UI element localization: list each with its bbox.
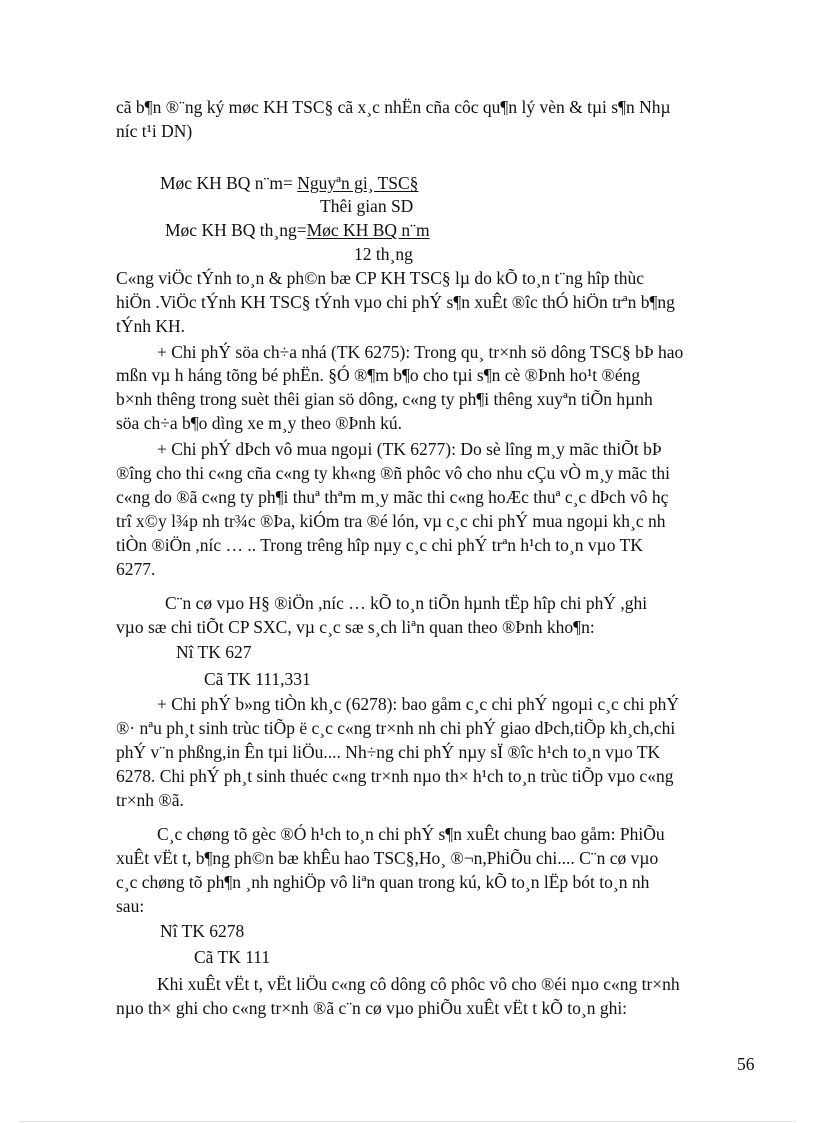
text-line bbox=[116, 534, 643, 556]
text-span: xuÊt vËt t, b¶ng ph©n bæ khÊu hao TSC§,Ho¸ ®¬n,PhiÕu chi.... C¨n cø vµo bbox=[116, 848, 659, 868]
page-bottom-divider bbox=[20, 1121, 796, 1122]
formula-line bbox=[165, 219, 430, 241]
text-span: Cã TK 111,331 bbox=[204, 669, 311, 689]
text-span: + Chi phÝ b»ng tiÒn kh¸c (6278): bao gåm c¸c chi phÝ ngoµi c¸c chi phÝ bbox=[157, 694, 679, 714]
text-line bbox=[116, 997, 627, 1019]
account-entry bbox=[160, 920, 244, 942]
text-span: tiÒn ®iÖn ,níc … .. Trong trêng hîp nµy c¸c chi phÝ trªn h¹ch to¸n vµo TK bbox=[116, 535, 643, 555]
text-span: 6277. bbox=[116, 559, 156, 579]
text-line bbox=[116, 364, 640, 386]
text-line bbox=[116, 388, 653, 410]
text-line bbox=[116, 120, 192, 142]
text-span: hiÖn .ViÖc tÝnh KH TSC§ tÝnh vµo chi phÝ s¶n xuÊt ®îc thÓ hiÖn trªn b¶ng bbox=[116, 292, 675, 312]
text-span: 6278. Chi phÝ ph¸t sinh thuéc c«ng tr×nh nµo th× h¹ch to¸n trùc tiÕp vµo c«ng bbox=[116, 766, 674, 786]
text-line bbox=[116, 765, 673, 787]
text-span: phÝ v¨n phßng,in Ên tµi liÖu.... Nh÷ng chi phÝ nµy sÏ ®îc h¹ch to¸n vµo TK bbox=[116, 742, 661, 762]
account-entry bbox=[176, 641, 252, 663]
text-span: C«ng viÖc tÝnh to¸n & ph©n bæ CP KH TSC§ lµ do kÕ to¸n t¨ng hîp thùc bbox=[116, 268, 644, 288]
text-span: tÝnh KH. bbox=[116, 316, 186, 336]
text-span: ®îng cho thi c«ng cña c«ng ty kh«ng ®ñ phôc vô cho nhu cÇu vÒ m¸y mãc thi bbox=[116, 463, 670, 483]
text-span: Nî TK 6278 bbox=[160, 921, 245, 941]
text-span: Cã TK 111 bbox=[194, 947, 271, 967]
text-span: Thêi gian SD bbox=[320, 196, 414, 216]
text-line bbox=[116, 315, 185, 337]
text-span: + Chi phÝ söa ch÷a nhá (TK 6275): Trong qu¸ tr×nh sö dông TSC§ bÞ hao bbox=[157, 342, 684, 362]
text-span: ®· nªu ph¸t sinh trùc tiÕp ë c¸c c«ng tr×nh nh chi phÝ giao dÞch,tiÕp kh¸ch,chi bbox=[116, 718, 676, 738]
text-span: c¸c chøng tõ ph¶n ¸nh nghiÖp vô liªn quan trong kú, kÕ to¸n lËp bót to¸n nh bbox=[116, 872, 650, 892]
text-line bbox=[116, 558, 155, 580]
text-span: cã b¶n ®¨ng ký møc KH TSC§ cã x¸c nhËn cña côc qu¶n lý vèn & tµi s¶n Nhµ bbox=[116, 97, 671, 117]
text-span: trî x©y l¾p nh tr¾c ®Þa, kiÓm tra ®é lón, vµ c¸c chi phÝ mua ngoµi kh¸c nh bbox=[116, 511, 666, 531]
text-span: b×nh thêng trong suèt thêi gian sö dông, c«ng ty ph¶i thêng xuyªn tiÕn hµnh bbox=[116, 389, 653, 409]
text-span: vµo sæ chi tiÕt CP SXC, vµ c¸c sæ s¸ch liªn quan theo ®Þnh kho¶n: bbox=[116, 617, 595, 637]
text-span: + Chi phÝ dÞch vô mua ngoµi (TK 6277): Do sè lîng m¸y mãc thiÕt bÞ bbox=[157, 439, 662, 459]
text-span: Khi xuÊt vËt t, vËt liÖu c«ng cô dông cô phôc vô cho ®éi nµo c«ng tr×nh bbox=[157, 974, 680, 994]
text-line bbox=[157, 341, 683, 363]
text-span: Møc KH BQ th¸ng= bbox=[165, 220, 307, 240]
text-span: c«ng do ®ã c«ng ty ph¶i thuª thªm m¸y mãc thi c«ng hoÆc thuª c¸c dÞch vô hç bbox=[116, 487, 669, 507]
text-line bbox=[157, 438, 662, 460]
text-line bbox=[157, 693, 679, 715]
text-line bbox=[116, 96, 740, 118]
formula-numerator: Møc KH BQ n¨m bbox=[306, 220, 430, 240]
account-entry bbox=[204, 668, 311, 690]
text-line bbox=[116, 789, 184, 811]
text-span: sau: bbox=[116, 896, 145, 916]
text-span: mßn vµ h háng tõng bé phËn. §Ó ®¶m b¶o cho tµi s¶n cè ®Þnh ho¹t ®éng bbox=[116, 365, 641, 385]
text-line bbox=[116, 871, 649, 893]
formula-numerator: Nguyªn gi¸ TSC§ bbox=[297, 173, 419, 193]
text-span: Nî TK 627 bbox=[176, 642, 252, 662]
formula-denominator bbox=[320, 195, 413, 217]
text-line bbox=[116, 510, 665, 532]
text-span: níc t¹i DN) bbox=[116, 121, 193, 141]
text-line bbox=[116, 847, 658, 869]
page-number: 56 bbox=[737, 1054, 755, 1074]
text-line bbox=[116, 291, 675, 313]
account-entry bbox=[194, 946, 270, 968]
text-line bbox=[116, 462, 670, 484]
text-line bbox=[116, 895, 144, 917]
text-line bbox=[157, 823, 665, 845]
text-line bbox=[157, 973, 680, 995]
text-line bbox=[116, 412, 402, 434]
text-line bbox=[116, 616, 595, 638]
text-span: tr×nh ®ã. bbox=[116, 790, 184, 810]
text-line bbox=[116, 486, 668, 508]
text-span: söa ch÷a b¶o dìng xe m¸y theo ®Þnh kú. bbox=[116, 413, 402, 433]
text-span: nµo th× ghi cho c«ng tr×nh ®ã c¨n cø vµo phiÕu xuÊt vËt t kÕ to¸n ghi: bbox=[116, 998, 628, 1018]
formula-line bbox=[160, 172, 418, 194]
text-span: Møc KH BQ n¨m= bbox=[160, 173, 298, 193]
text-line bbox=[165, 592, 647, 614]
text-span: C¸c chøng tõ gèc ®Ó h¹ch to¸n chi phÝ s¶n xuÊt chung bao gåm: PhiÕu bbox=[157, 824, 665, 844]
formula-denominator bbox=[354, 243, 413, 265]
text-span: 12 th¸ng bbox=[354, 244, 413, 264]
text-line bbox=[116, 741, 660, 763]
text-span: C¨n cø vµo H§ ®iÖn ,níc … kÕ to¸n tiÕn hµnh tËp hîp chi phÝ ,ghi bbox=[165, 593, 648, 613]
text-line bbox=[116, 267, 644, 289]
text-line bbox=[116, 717, 675, 739]
